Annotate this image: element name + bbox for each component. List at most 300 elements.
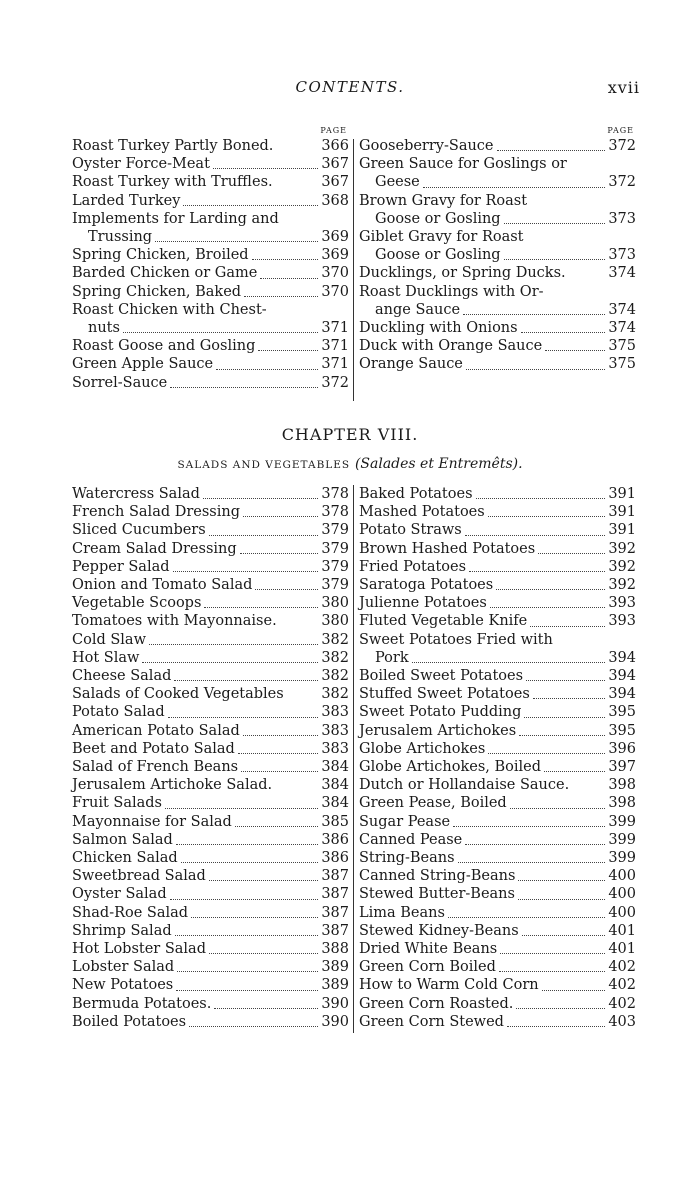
toc-entry-title: Ducklings, or Spring Ducks. xyxy=(359,265,566,282)
toc-entry-title: Lobster Salad xyxy=(72,959,175,976)
toc-entry-title: Chicken Salad xyxy=(72,850,178,867)
toc-entry xyxy=(359,155,636,173)
toc-entry-title: Cheese Salad xyxy=(72,668,172,685)
toc-entry-page: 371 xyxy=(321,320,349,337)
toc-entry-title: Salmon Salad xyxy=(72,831,173,848)
toc-entry-title: Hot Lobster Salad xyxy=(72,941,206,958)
toc-entry xyxy=(72,758,349,776)
dot-leader xyxy=(522,935,606,936)
toc-entry-title: Canned Pease xyxy=(359,831,463,848)
toc-entry-page: 392 xyxy=(608,577,636,594)
toc-entry xyxy=(359,849,636,867)
toc-entry-title: Saratoga Potatoes xyxy=(359,577,494,594)
chapter-subtitle xyxy=(0,456,700,472)
toc-entry xyxy=(72,374,349,392)
page-column-label: PAGE xyxy=(607,126,634,135)
toc-entry xyxy=(72,904,349,922)
toc-entry xyxy=(72,485,349,503)
dot-leader xyxy=(191,917,318,918)
dot-leader xyxy=(448,917,605,918)
toc-entry-page: 383 xyxy=(321,722,349,739)
toc-entry-title: Goose or Gosling xyxy=(375,210,501,227)
dot-leader xyxy=(243,516,318,517)
toc-entry-title: Jerusalem Artichoke Salad. xyxy=(72,777,273,794)
toc-entry-title: Larded Turkey xyxy=(72,192,181,209)
toc-entry-title: Roast Goose and Gosling xyxy=(72,338,256,355)
dot-leader xyxy=(488,516,606,517)
toc-entry-page: 391 xyxy=(608,504,636,521)
toc-entry-page: 392 xyxy=(608,540,636,557)
toc-entry xyxy=(72,594,349,612)
dot-leader xyxy=(173,571,319,572)
toc-column-left xyxy=(72,125,349,392)
toc-entry-title: Jerusalem Artichokes xyxy=(359,722,517,739)
column-divider xyxy=(353,485,354,1033)
toc-entry xyxy=(72,813,349,831)
toc-entry xyxy=(359,740,636,758)
toc-entry-page: 382 xyxy=(321,631,349,648)
toc-entry xyxy=(359,503,636,521)
toc-entry xyxy=(359,228,636,246)
toc-entry-page: 372 xyxy=(321,374,349,391)
toc-entry-page: 398 xyxy=(608,795,636,812)
toc-entry-title: Orange Sauce xyxy=(359,356,463,373)
toc-entry-title: Goose or Gosling xyxy=(375,247,501,264)
dot-leader xyxy=(504,223,606,224)
toc-entry-title: Mayonnaise for Salad xyxy=(72,813,232,830)
toc-entry xyxy=(359,904,636,922)
toc-entry xyxy=(72,885,349,903)
dot-leader xyxy=(174,680,318,681)
toc-entry-title: Onion and Tomato Salad xyxy=(72,577,253,594)
toc-entry-page: 371 xyxy=(321,338,349,355)
toc-entry xyxy=(72,540,349,558)
toc-entry-title: Dried White Beans xyxy=(359,941,498,958)
dot-leader xyxy=(518,899,605,900)
toc-entry-page: 371 xyxy=(321,356,349,373)
dot-leader xyxy=(255,589,318,590)
toc-entry-title: String-Beans xyxy=(359,850,455,867)
toc-entry xyxy=(359,283,636,301)
dot-leader xyxy=(526,680,605,681)
toc-entry-page: 380 xyxy=(321,595,349,612)
toc-entry-page: 382 xyxy=(321,686,349,703)
dot-leader xyxy=(521,332,606,333)
dot-leader xyxy=(500,953,605,954)
toc-entry-title: Salad of French Beans xyxy=(72,759,239,776)
toc-entry xyxy=(72,355,349,373)
toc-entry-page: 372 xyxy=(608,138,636,154)
toc-entry-title: Roast Chicken with Chest- xyxy=(72,301,267,318)
toc-entry xyxy=(359,758,636,776)
toc-entry-title: nuts xyxy=(88,320,120,337)
dot-leader xyxy=(149,644,318,645)
toc-entry-title: ange Sauce xyxy=(375,301,461,318)
toc-entry-title: Pork xyxy=(375,649,409,666)
toc-entry-page: 402 xyxy=(608,959,636,976)
running-head xyxy=(0,78,700,100)
toc-entries-left xyxy=(72,137,349,392)
toc-column-right xyxy=(359,125,636,374)
toc-entry-page: 385 xyxy=(321,813,349,830)
toc-entry-title: Giblet Gravy for Roast xyxy=(359,229,524,246)
toc-entries-right xyxy=(359,485,636,1031)
toc-entry-title: Stuffed Sweet Potatoes xyxy=(359,686,530,703)
toc-entry-title: Pepper Salad xyxy=(72,558,170,575)
toc-entry xyxy=(359,794,636,812)
toc-entry-page: 378 xyxy=(321,504,349,521)
toc-entry-title: Sweet Potato Pudding xyxy=(359,704,522,721)
page-column-label: PAGE xyxy=(320,126,347,135)
dot-leader xyxy=(243,735,319,736)
toc-entry xyxy=(359,922,636,940)
toc-entry xyxy=(72,612,349,630)
toc-entry xyxy=(359,355,636,373)
toc-entry xyxy=(72,503,349,521)
toc-entry-title: Baked Potatoes xyxy=(359,486,473,502)
toc-entry xyxy=(72,337,349,355)
toc-entry-title: Sweet Potatoes Fried with xyxy=(359,631,553,648)
toc-entry xyxy=(359,594,636,612)
dot-leader xyxy=(499,971,605,972)
toc-entry-page: 368 xyxy=(321,192,349,209)
toc-entry-title: Boiled Sweet Potatoes xyxy=(359,668,524,685)
toc-entry xyxy=(72,740,349,758)
toc-entry xyxy=(359,485,636,503)
toc-entry-page: 379 xyxy=(321,522,349,539)
toc-entry xyxy=(359,137,636,155)
toc-entry-page: 399 xyxy=(608,850,636,867)
toc-entry xyxy=(72,722,349,740)
toc-entry-page: 394 xyxy=(608,686,636,703)
chapter-subtitle-english: SALADS AND VEGETABLES xyxy=(177,459,351,471)
dot-leader xyxy=(496,589,605,590)
dot-leader xyxy=(463,314,605,315)
dot-leader xyxy=(504,259,606,260)
toc-entry xyxy=(72,703,349,721)
dot-leader xyxy=(545,350,605,351)
toc-entry-title: New Potatoes xyxy=(72,977,174,994)
toc-entry-page: 399 xyxy=(608,831,636,848)
toc-entry-page: 370 xyxy=(321,265,349,282)
toc-entry xyxy=(359,521,636,539)
toc-entry-page: 395 xyxy=(608,722,636,739)
toc-entry-title: Fruit Salads xyxy=(72,795,162,812)
toc-entry-page: 375 xyxy=(608,356,636,373)
toc-entry-page: 389 xyxy=(321,959,349,976)
toc-entry-page: 383 xyxy=(321,740,349,757)
dot-leader xyxy=(216,369,318,370)
toc-entry-page: 369 xyxy=(321,229,349,246)
toc-entry-page: 378 xyxy=(321,486,349,502)
dot-leader xyxy=(155,241,318,242)
toc-entry xyxy=(359,210,636,228)
toc-entry-page: 384 xyxy=(321,795,349,812)
toc-entry-title: Globe Artichokes, Boiled xyxy=(359,759,542,776)
toc-entry-page: 400 xyxy=(608,904,636,921)
toc-entry xyxy=(359,867,636,885)
toc-entry-page: 391 xyxy=(608,522,636,539)
dot-leader xyxy=(258,350,318,351)
toc-entry-page: 399 xyxy=(608,813,636,830)
toc-entry-title: Fried Potatoes xyxy=(359,558,467,575)
toc-entry xyxy=(72,558,349,576)
toc-entry xyxy=(72,849,349,867)
toc-entry xyxy=(359,192,636,210)
dot-leader xyxy=(209,953,318,954)
dot-leader xyxy=(209,880,319,881)
page-number: xvii xyxy=(607,78,640,97)
toc-entry xyxy=(359,667,636,685)
toc-entry xyxy=(72,301,349,319)
dot-leader xyxy=(213,168,318,169)
dot-leader xyxy=(507,1026,605,1027)
toc-entry-title: Roast Ducklings with Or- xyxy=(359,283,544,300)
toc-entry-title: Duckling with Onions xyxy=(359,320,518,337)
toc-entry xyxy=(359,685,636,703)
toc-entry-page: 382 xyxy=(321,668,349,685)
toc-entry xyxy=(72,649,349,667)
toc-entry-page: 395 xyxy=(608,704,636,721)
toc-entry-page: 393 xyxy=(608,613,636,630)
dot-leader xyxy=(165,808,318,809)
toc-entry-title: Sorrel-Sauce xyxy=(72,374,168,391)
toc-entry xyxy=(359,885,636,903)
toc-entry-page: 369 xyxy=(321,247,349,264)
dot-leader xyxy=(203,498,318,499)
toc-entry-title: Roast Turkey with Truffles. xyxy=(72,174,273,191)
toc-entry-page: 373 xyxy=(608,247,636,264)
toc-entry-title: French Salad Dressing xyxy=(72,504,241,521)
toc-entry-page: 400 xyxy=(608,886,636,903)
toc-entry xyxy=(359,246,636,264)
toc-entry-page: 379 xyxy=(321,540,349,557)
toc-entry-page: 374 xyxy=(608,320,636,337)
toc-entry xyxy=(359,301,636,319)
toc-entry-page: 374 xyxy=(608,301,636,318)
dot-leader xyxy=(519,735,605,736)
toc-entry xyxy=(359,813,636,831)
toc-entry xyxy=(359,649,636,667)
chapter-heading: CHAPTER VIII. xyxy=(281,425,419,444)
toc-entry xyxy=(72,246,349,264)
toc-entry xyxy=(72,922,349,940)
toc-entry-title: Stewed Butter-Beans xyxy=(359,886,515,903)
toc-entry xyxy=(359,1013,636,1031)
toc-entry-page: 374 xyxy=(608,265,636,282)
toc-entry xyxy=(72,576,349,594)
toc-entry xyxy=(72,192,349,210)
toc-entry xyxy=(72,1013,349,1031)
dot-leader xyxy=(260,278,318,279)
dot-leader xyxy=(423,187,606,188)
toc-entry xyxy=(359,631,636,649)
toc-entry-title: Green Corn Boiled xyxy=(359,959,496,976)
dot-leader xyxy=(241,771,318,772)
toc-entry-title: Tomatoes with Mayonnaise. xyxy=(72,613,277,630)
toc-entry-page: 391 xyxy=(608,486,636,502)
dot-leader xyxy=(465,535,606,536)
toc-entry-page: 400 xyxy=(608,868,636,885)
dot-leader xyxy=(204,607,318,608)
toc-entry-title: Brown Hashed Potatoes xyxy=(359,540,536,557)
toc-entry-page: 403 xyxy=(608,1013,636,1030)
toc-entry xyxy=(359,576,636,594)
toc-entry-page: 393 xyxy=(608,595,636,612)
toc-entry-page: 367 xyxy=(321,156,349,173)
toc-entry-title: Salads of Cooked Vegetables xyxy=(72,686,284,703)
dot-leader xyxy=(170,899,319,900)
toc-entry-title: Spring Chicken, Baked xyxy=(72,283,242,300)
toc-entry-title: How to Warm Cold Corn xyxy=(359,977,539,994)
toc-entry xyxy=(72,319,349,337)
dot-leader xyxy=(476,498,606,499)
toc-entry xyxy=(359,612,636,630)
toc-entry xyxy=(359,776,636,794)
dot-leader xyxy=(214,1008,318,1009)
dot-leader xyxy=(469,571,605,572)
dot-leader xyxy=(175,935,319,936)
toc-entry-page: 390 xyxy=(321,995,349,1012)
toc-entry xyxy=(72,228,349,246)
dot-leader xyxy=(490,607,605,608)
column-divider xyxy=(353,139,354,401)
toc-entry-page: 370 xyxy=(321,283,349,300)
toc-entry-title: Boiled Potatoes xyxy=(72,1013,187,1030)
dot-leader xyxy=(412,662,606,663)
toc-entry-page: 388 xyxy=(321,941,349,958)
dot-leader xyxy=(542,990,606,991)
toc-entry xyxy=(359,319,636,337)
toc-entry-title: Canned String-Beans xyxy=(359,868,516,885)
dot-leader xyxy=(181,862,319,863)
toc-entry-page: 390 xyxy=(321,1013,349,1030)
dot-leader xyxy=(538,553,605,554)
toc-entry-page: 389 xyxy=(321,977,349,994)
toc-entry xyxy=(72,776,349,794)
dot-leader xyxy=(244,296,318,297)
toc-entry xyxy=(72,958,349,976)
toc-entry-title: Sliced Cucumbers xyxy=(72,522,206,539)
toc-entry-page: 379 xyxy=(321,558,349,575)
toc-entry-title: Mashed Potatoes xyxy=(359,504,485,521)
dot-leader xyxy=(458,862,606,863)
toc-entry-page: 366 xyxy=(321,138,349,154)
toc-entry xyxy=(72,940,349,958)
toc-entries-right xyxy=(359,137,636,374)
toc-entry-page: 386 xyxy=(321,831,349,848)
dot-leader xyxy=(123,332,318,333)
toc-entry-title: Stewed Kidney-Beans xyxy=(359,922,519,939)
toc-entry-title: Cream Salad Dressing xyxy=(72,540,237,557)
toc-entry xyxy=(72,831,349,849)
toc-entry-page: 396 xyxy=(608,740,636,757)
toc-entry-title: Globe Artichokes xyxy=(359,740,486,757)
toc-entry xyxy=(72,264,349,282)
toc-entry-page: 401 xyxy=(608,922,636,939)
toc-entry-page: 384 xyxy=(321,759,349,776)
toc-entry-title: Trussing xyxy=(88,229,153,246)
toc-entry-page: 379 xyxy=(321,577,349,594)
toc-entry-title: Oyster Salad xyxy=(72,886,167,903)
dot-leader xyxy=(516,1008,605,1009)
toc-entry-page: 372 xyxy=(608,174,636,191)
toc-entry-page: 383 xyxy=(321,704,349,721)
toc-entry xyxy=(72,667,349,685)
toc-entry xyxy=(359,995,636,1013)
dot-leader xyxy=(533,698,606,699)
dot-leader xyxy=(177,971,318,972)
toc-entry-page: 387 xyxy=(321,922,349,939)
chapter-subtitle-french: (Salades et Entremêts). xyxy=(354,456,523,472)
dot-leader xyxy=(176,844,319,845)
toc-entry-title: Potato Straws xyxy=(359,522,462,539)
running-title: CONTENTS. xyxy=(295,78,405,96)
dot-leader xyxy=(209,535,319,536)
toc-entry-page: 367 xyxy=(321,174,349,191)
toc-entry-page: 384 xyxy=(321,777,349,794)
dot-leader xyxy=(238,753,319,754)
dot-leader xyxy=(235,826,319,827)
toc-entry xyxy=(72,976,349,994)
dot-leader xyxy=(176,990,318,991)
toc-entry xyxy=(72,867,349,885)
toc-entry-title: Brown Gravy for Roast xyxy=(359,192,528,209)
toc-entry-page: 402 xyxy=(608,977,636,994)
toc-entry-page: 402 xyxy=(608,995,636,1012)
toc-entry xyxy=(72,631,349,649)
toc-entry xyxy=(359,958,636,976)
toc-entry-page: 387 xyxy=(321,868,349,885)
toc-entry-title: Oyster Force-Meat xyxy=(72,156,210,173)
toc-entry xyxy=(359,558,636,576)
toc-entry-title: Watercress Salad xyxy=(72,486,200,502)
dot-leader xyxy=(497,150,606,151)
dot-leader xyxy=(252,259,319,260)
toc-entry-title: Vegetable Scoops xyxy=(72,595,202,612)
dot-leader xyxy=(142,662,318,663)
toc-entry-page: 397 xyxy=(608,759,636,776)
toc-entry-title: Potato Salad xyxy=(72,704,165,721)
toc-entry-title: Green Sauce for Goslings or xyxy=(359,156,567,173)
dot-leader xyxy=(524,717,605,718)
toc-entry-title: Beet and Potato Salad xyxy=(72,740,235,757)
toc-entry-title: Duck with Orange Sauce xyxy=(359,338,543,355)
toc-entry xyxy=(359,173,636,191)
toc-entry-page: 387 xyxy=(321,904,349,921)
toc-entry-title: Bermuda Potatoes. xyxy=(72,995,212,1012)
toc-entry-page: 380 xyxy=(321,613,349,630)
toc-entry-title: Sugar Pease xyxy=(359,813,451,830)
toc-entry xyxy=(359,831,636,849)
dot-leader xyxy=(183,205,318,206)
dot-leader xyxy=(510,808,606,809)
toc-entry xyxy=(359,264,636,282)
toc-entry-title: Hot Slaw xyxy=(72,649,140,666)
toc-entry-title: Barded Chicken or Game xyxy=(72,265,258,282)
toc-entry-title: Green Corn Roasted. xyxy=(359,995,514,1012)
toc-entry-page: 382 xyxy=(321,649,349,666)
toc-entry xyxy=(359,703,636,721)
dot-leader xyxy=(466,369,605,370)
toc-entry-page: 373 xyxy=(608,210,636,227)
toc-entry-title: Cold Slaw xyxy=(72,631,146,648)
toc-entry-title: Shad-Roe Salad xyxy=(72,904,189,921)
toc-entry-page: 394 xyxy=(608,668,636,685)
toc-entry xyxy=(72,794,349,812)
toc-entry xyxy=(72,155,349,173)
dot-leader xyxy=(465,844,605,845)
